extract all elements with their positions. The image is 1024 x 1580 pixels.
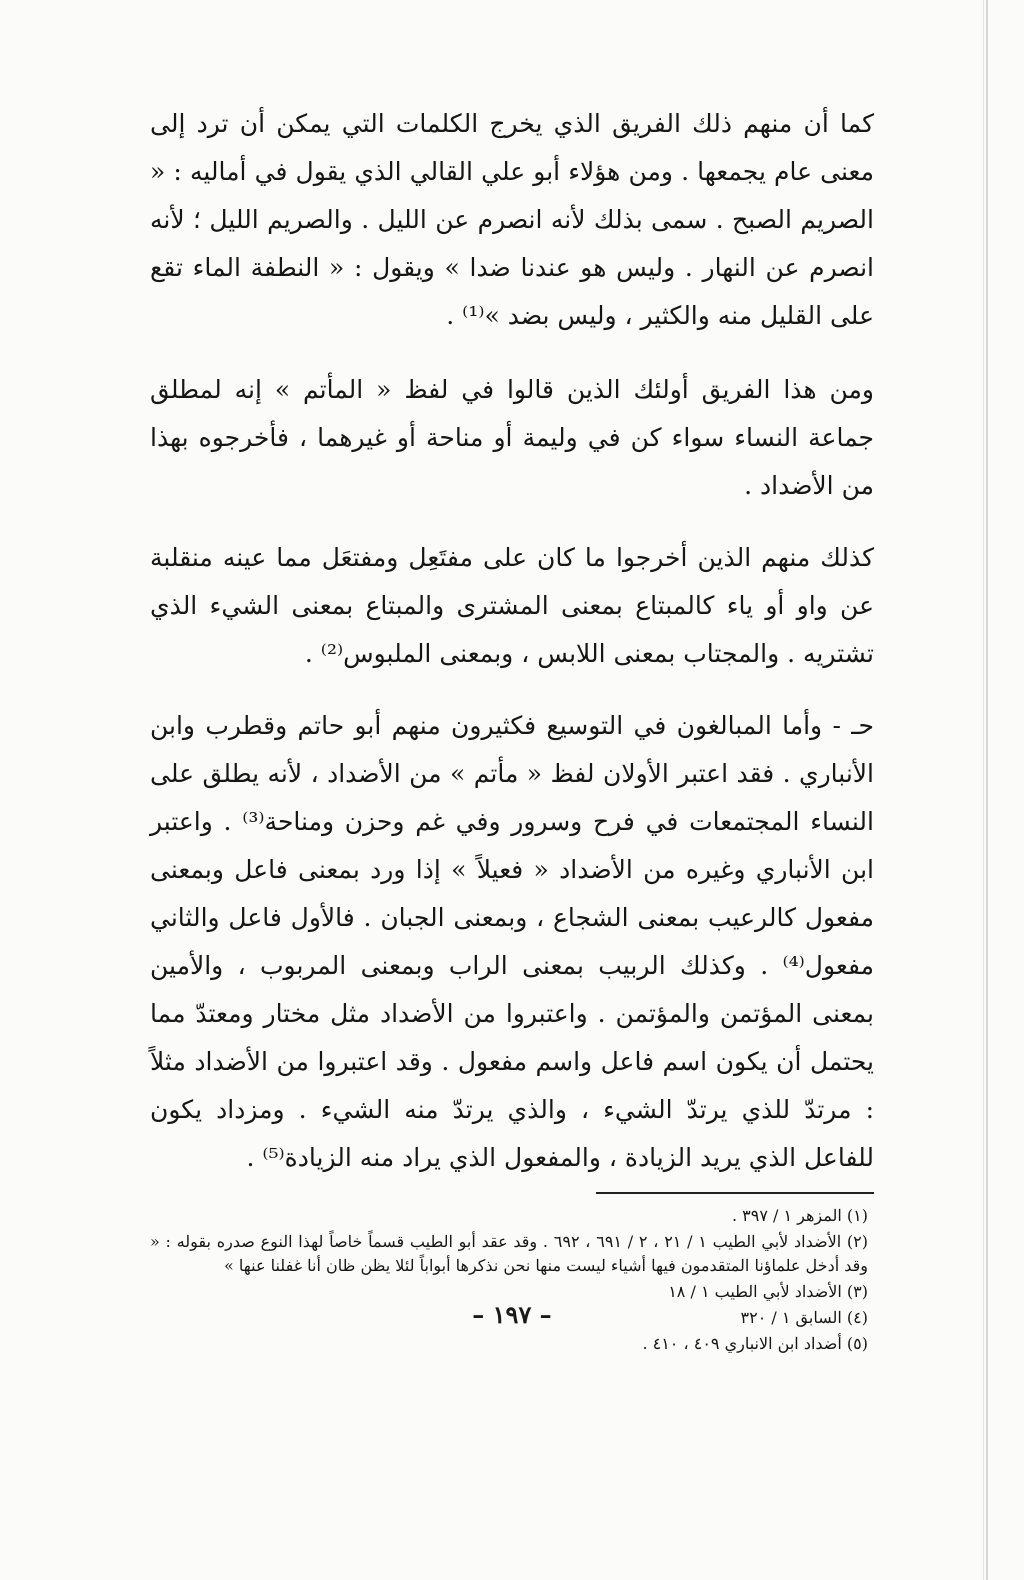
page-number: – ١٩٧ – (472, 1300, 552, 1329)
footnote-5: (٥) أضداد ابن الانباري ٤٠٩ ، ٤١٠ . (642, 1334, 868, 1353)
paragraph-1: كما أن منهم ذلك الفريق الذي يخرج الكلمات التي يمكن أن ترد إلى معنى عام يجمعها . ومن هؤلاء أبو علي القالي الذي يقول في أماليه : « الصريم الصبح . سمى بذلك لأنه انصرم عن الليل . والصريم الليل ؛ لأنه انصرم عن النهار . وليس هو عندنا ضدا » ويقول : « النطفة الماء تقع على القليل منه والكثير ، وليس بضد »⁽¹⁾ . (150, 109, 874, 330)
paragraph-2: ومن هذا الفريق أولئك الذين قالوا في لفظ « المأتم » إنه لمطلق جماعة النساء سواء كن في وليمة أو مناحة أو غيرهما ، فأخرجوه بهذا من الأضداد . (150, 375, 874, 500)
scan-edge-line (986, 0, 988, 1580)
paragraph-4: حـ - وأما المبالغون في التوسيع فكثيرون منهم أبو حاتم وقطرب وابن الأنباري . فقد اعتبر الأولان لفظ « مأتم » من الأضداد ، لأنه يطلق على النساء المجتمعات في فرح وسرور وفي غم وحزن ومناحة⁽³⁾ . واعتبر ابن الأنباري وغيره من الأضداد « فعيلاً » إذا ورد بمعنى فاعل وبمعنى مفعول كالرعيب بمعنى الشجاع ، وبمعنى الجبان . فالأول فاعل والثاني مفعول⁽⁴⁾ . وكذلك الربيب بمعنى الراب وبمعنى المربوب ، والأمين بمعنى المؤتمن والمؤتمن . واعتبروا من الأضداد مثل مختار ومعتدّ مما يحتمل أن يكون اسم فاعل واسم مفعول . وقد اعتبروا من الأضداد مثلاً : مرتدّ للذي يرتدّ الشيء ، والذي يرتدّ منه الشيء . ومزداد يكون للفاعل الذي يريد الزيادة ، والمفعول الذي يراد منه الزيادة⁽⁵⁾ . (150, 711, 874, 1172)
footnote-3: (٣) الأضداد لأبي الطيب ١ / ١٨ (668, 1282, 868, 1301)
paragraph-3: كذلك منهم الذين أخرجوا ما كان على مفتَعِل ومفتعَل مما عينه منقلبة عن واو أو ياء كالمبتاع بمعنى المشترى والمبتاع بمعنى الشيء الذي تشتريه . والمجتاب بمعنى اللابس ، وبمعنى الملبوس⁽²⁾ . (150, 543, 874, 668)
page-body (150, 100, 874, 1358)
scan-edge-line-secondary (983, 0, 984, 1580)
footnote-1: (١) المزهر ١ / ٣٩٧ . (731, 1206, 868, 1225)
footnote-4: (٤) السابق ١ / ٣٢٠ (740, 1308, 868, 1327)
footnote-separator (596, 1192, 874, 1194)
footnote-2: (٢) الأضداد لأبي الطيب ١ / ٢١ ، ٢ / ٦٩١ ، ٦٩٢ . وقد عقد أبو الطيب قسماً خاصاً لهذا النوع صدره بقوله : « وقد أدخل علماؤنا المتقدمون فيها أشياء ليست منها نحن نذكرها أبواباً لئلا يظن ظان أنا غفلنا عنها » (150, 1232, 869, 1275)
footnotes-list (150, 1204, 874, 1356)
